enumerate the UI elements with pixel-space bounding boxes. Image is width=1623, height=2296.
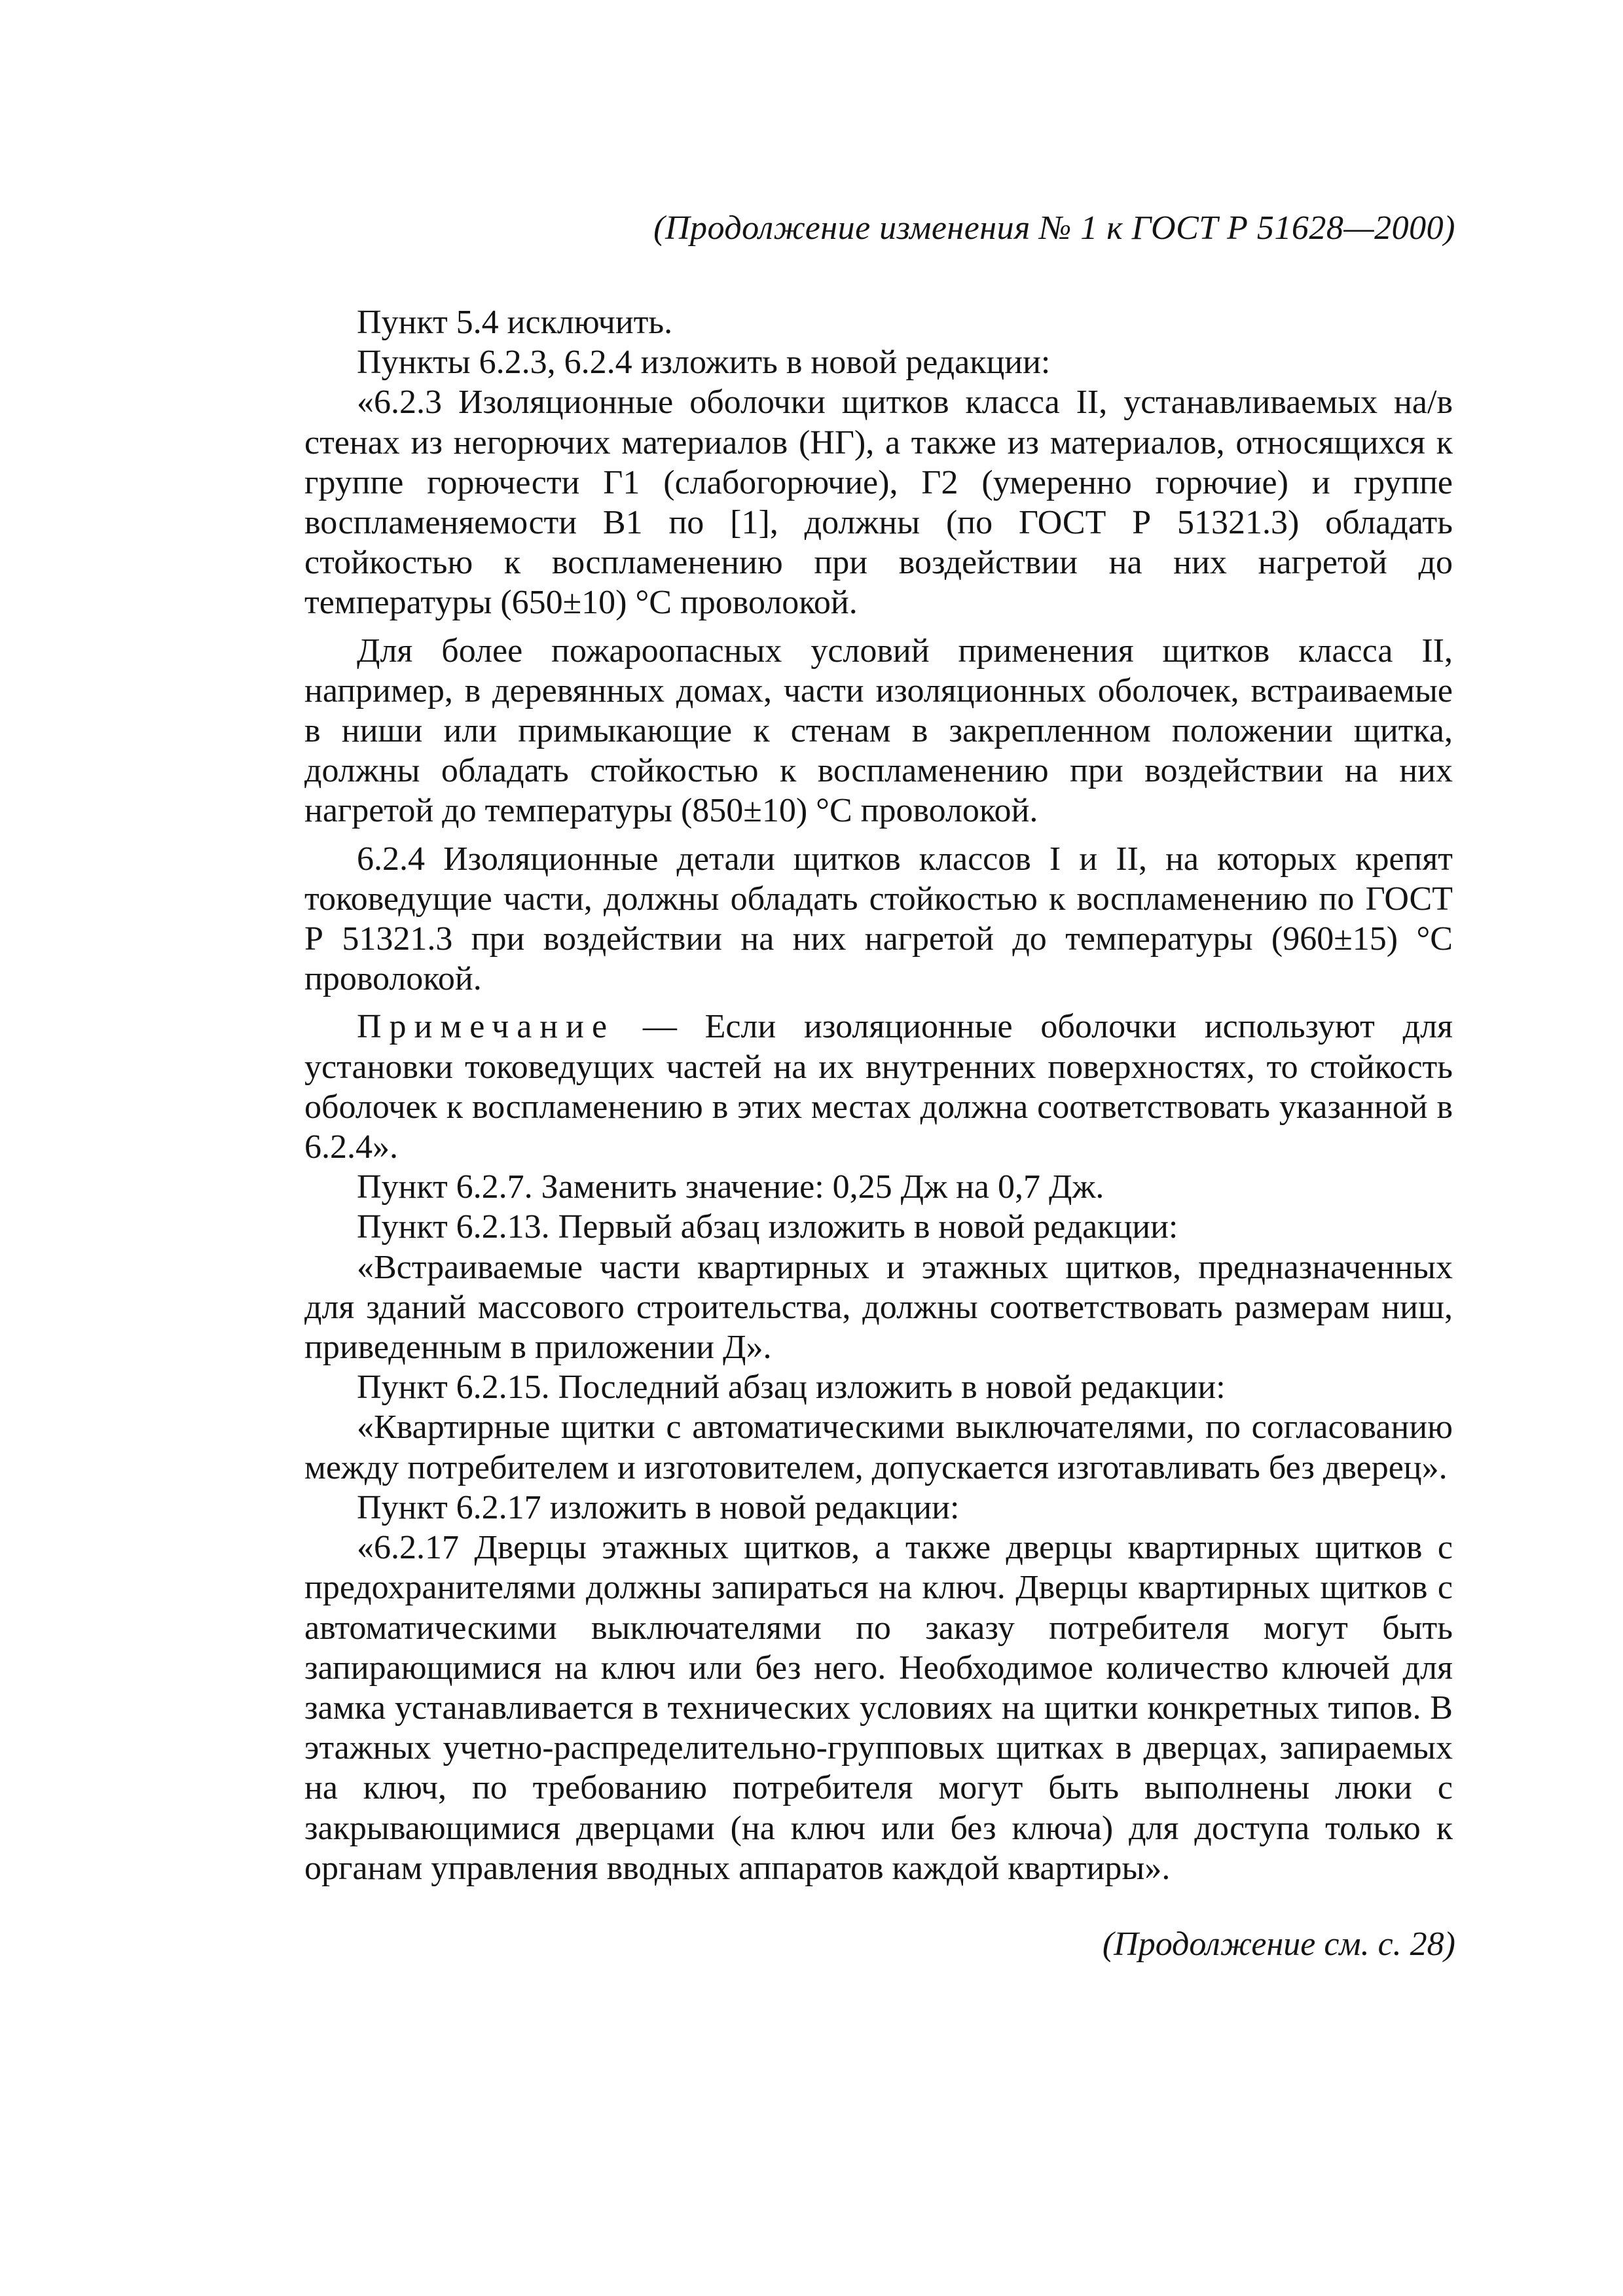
paragraph: Пункт 6.2.17 изложить в новой редакции: — [357, 1488, 960, 1526]
document-body — [304, 302, 1453, 1888]
continuation-footer: (Продолжение см. с. 28) — [1102, 1926, 1455, 1963]
continuation-header: (Продолжение изменения № 1 к ГОСТ Р 51628—2000) — [653, 209, 1455, 247]
paragraph: Пункт 6.2.15. Последний абзац изложить в новой редакции: — [357, 1369, 1226, 1407]
paragraph: «Квартирные щитки с автоматическими выключателями, по согласованию между потребителем и изготовителем, допускается изготавливать без дверец». — [304, 1408, 1453, 1486]
paragraph: Пункты 6.2.3, 6.2.4 изложить в новой редакции: — [357, 344, 1051, 382]
paragraph: Пункт 5.4 исключить. — [357, 304, 673, 341]
note-label: Примечание — [357, 1008, 615, 1046]
note-paragraph — [304, 1007, 1453, 1167]
paragraph: Пункт 6.2.13. Первый абзац изложить в новой редакции: — [357, 1208, 1178, 1246]
note-text: — Если изоляционные оболочки используют для установки токоведущих частей на их внутренних поверхностях, то стойкость оболочек к воспламенению в этих местах должна соответствовать указанной в 6.2.4». — [304, 1008, 1453, 1166]
paragraph: «Встраиваемые части квартирных и этажных щитков, предназначенных для зданий массового строительства, должны соответствовать размерам ниш, приведенным в приложении Д». — [304, 1248, 1453, 1367]
paragraph: «6.2.17 Дверцы этажных щитков, а также дверцы квартирных щитков с предохранителями должны запираться на ключ. Дверцы квартирных щитков с автоматическими выключателями по заказу потребителя могут быть запирающимися на ключ или без него. Необходимое количество ключей для замка устанавливается в технических условиях на щитки конкретных типов. В этажных учетно-распределительно-групповых щитках в дверцах, запираемых на ключ, по требованию потребителя могут быть выполнены люки с закрывающимися дверцами (на ключ или без ключа) для доступа только к органам управления вводных аппаратов каждой квартиры». — [304, 1529, 1453, 1887]
paragraph: 6.2.4 Изоляционные детали щитков классов I и II, на которых крепят токоведущие части, должны обладать стойкостью к воспламенению по ГОСТ Р 51321.3 при воздействии на них нагретой до температуры (960±15) °С проволокой. — [304, 840, 1453, 998]
paragraph: Для более пожароопасных условий применения щитков класса II, например, в деревянных домах, части изоляционных оболочек, встраиваемые в ниши или примыкающие к стенам в закрепленном положении щитка, должны обладать стойкостью к воспламенению при воздействии на них нагретой до температуры (850±10) °С проволокой. — [304, 632, 1453, 830]
paragraph: «6.2.3 Изоляционные оболочки щитков класса II, устанавливаемых на/в стенах из негорючих материалов (НГ), а также из материалов, относящихся к группе горючести Г1 (слабогорючие), Г2 (умеренно горючие) и группе воспламеняемости В1 по [1], должны (по ГОСТ Р 51321.3) обладать стойкостью к воспламенению при воздействии на них нагретой до температуры (650±10) °С проволокой. — [304, 384, 1453, 622]
paragraph: Пункт 6.2.7. Заменить значение: 0,25 Дж на 0,7 Дж. — [357, 1168, 1104, 1206]
